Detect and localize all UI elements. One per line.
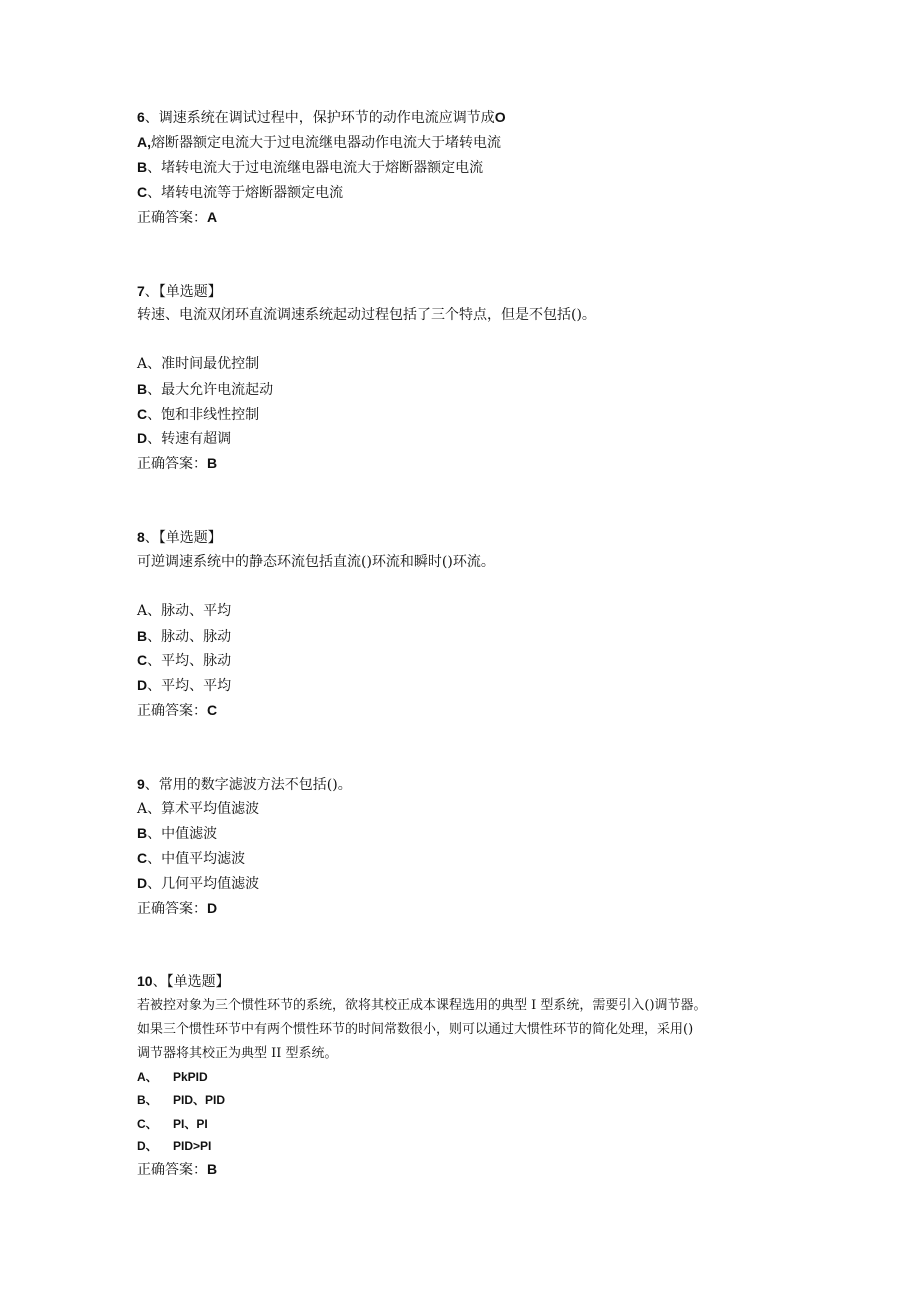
- q10-header: 10、【单选题】: [137, 973, 230, 990]
- q10-option-c: C、 PI、PI: [137, 1117, 208, 1131]
- q9-option-a: A、算术平均值滤波: [137, 801, 260, 817]
- q6-option-b: B、堵转电流大于过电流继电器电流大于熔断器额定电流: [137, 159, 484, 176]
- q9-option-b: B、中值滤波: [137, 825, 218, 842]
- q10-option-a: A、 PkPID: [137, 1070, 208, 1084]
- q10-stem-line-2: 如果三个惯性环节中有两个惯性环节的时间常数很小，则可以通过大惯性环节的简化处理，采用(): [137, 1022, 694, 1037]
- q10-stem-line-1: 若被控对象为三个惯性环节的系统，欲将其校正成本课程选用的典型 I 型系统，需要引入()调节器。: [137, 998, 707, 1013]
- q8-option-a: A、脉动、平均: [137, 603, 232, 619]
- q9-option-d: D、几何平均值滤波: [137, 875, 260, 892]
- q8-answer: 正确答案：C: [137, 702, 218, 719]
- q9-stem: 9、常用的数字滤波方法不包括()。: [137, 776, 352, 793]
- q8-option-d: D、平均、平均: [137, 677, 232, 694]
- q7-header: 7、【单选题】: [137, 283, 222, 300]
- q7-answer: 正确答案：B: [137, 455, 218, 472]
- q7-stem: 转速、电流双闭环直流调速系统起动过程包括了三个特点，但是不包括()。: [137, 307, 596, 323]
- q7-option-b: B、最大允许电流起动: [137, 381, 274, 398]
- q10-answer: 正确答案：B: [137, 1161, 218, 1178]
- q8-option-b: B、脉动、脉动: [137, 628, 232, 645]
- q10-stem-line-3: 调节器将其校正为典型 II 型系统。: [137, 1046, 338, 1061]
- q6-answer: 正确答案：A: [137, 209, 218, 226]
- q10-option-b: B、 PID、PID: [137, 1093, 226, 1107]
- q8-stem: 可逆调速系统中的静态环流包括直流()环流和瞬时()环流。: [137, 554, 495, 570]
- q9-option-c: C、中值平均滤波: [137, 850, 246, 867]
- q9-answer: 正确答案：D: [137, 900, 218, 917]
- q6-option-a: A,熔断器额定电流大于过电流继电器动作电流大于堵转电流: [137, 134, 501, 151]
- q7-option-d: D、转速有超调: [137, 430, 232, 447]
- q7-option-a: A、准时间最优控制: [137, 356, 260, 372]
- q8-option-c: C、平均、脉动: [137, 652, 232, 669]
- q6-stem: 6、调速系统在调试过程中，保护环节的动作电流应调节成O: [137, 109, 506, 126]
- q10-option-d: D、 PID>PI: [137, 1139, 212, 1153]
- q6-option-c: C、堵转电流等于熔断器额定电流: [137, 184, 344, 201]
- q7-option-c: C、饱和非线性控制: [137, 406, 260, 423]
- q8-header: 8、【单选题】: [137, 529, 222, 546]
